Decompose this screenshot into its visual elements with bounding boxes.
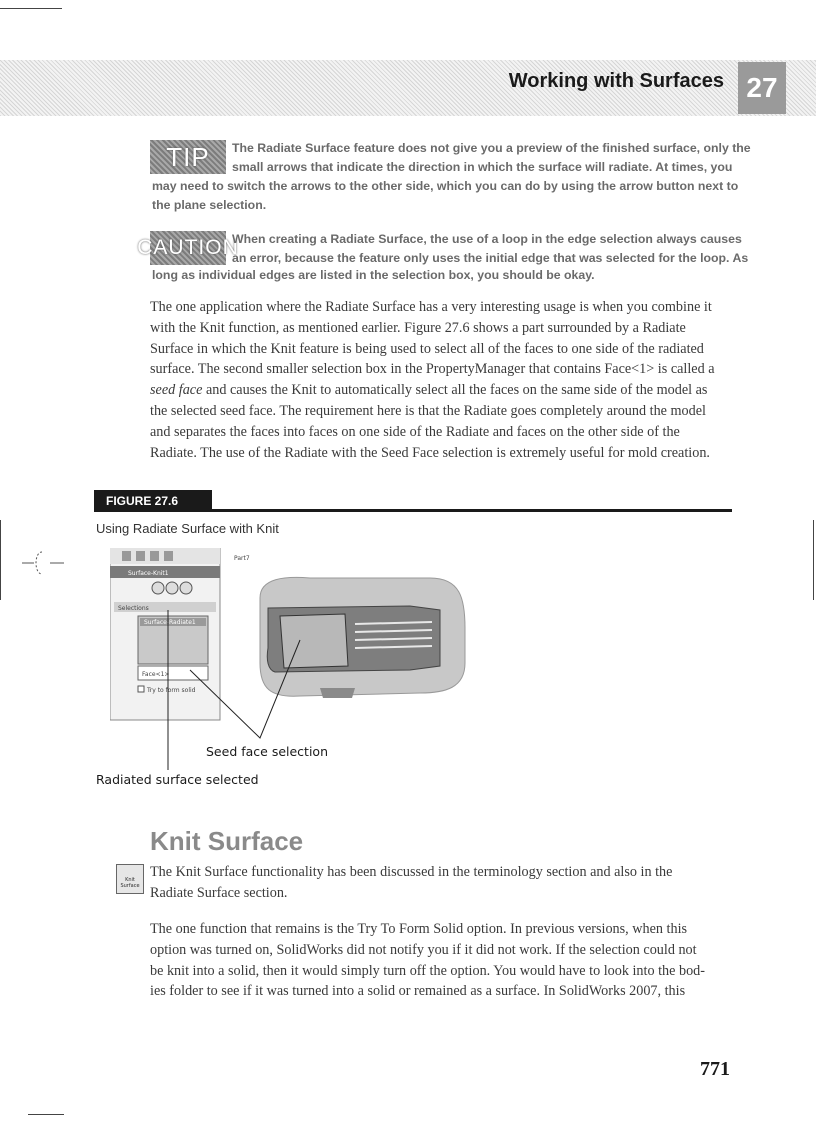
pm-toolbar-icon (136, 551, 145, 561)
caution-text-line-3: long as individual edges are listed in the selection box, you should be okay. (152, 268, 595, 282)
paragraph-line-rest: and causes the Knit to automatically select all the faces on the same side of the model as (202, 382, 708, 399)
pm-title: Surface-Knit1 (128, 570, 169, 577)
cancel-icon (166, 582, 178, 594)
paragraph-line: option was turned on, SolidWorks did not notify you if it did not work. If the selection could not (150, 941, 697, 958)
radiated-surface-callout: Radiated surface selected (96, 772, 259, 787)
knit-paragraph-1 (150, 862, 730, 904)
surface-selection-text: Surface-Radiate1 (144, 619, 196, 626)
knit-icon-label-2: Surface (120, 883, 140, 889)
paragraph-line: and separates the faces into faces on one side of the Radiate and faces on the other side of the (150, 423, 680, 440)
chapter-number-tab: 27 (738, 62, 786, 114)
pm-toolbar-icon (164, 551, 173, 561)
page-number: 771 (700, 1058, 730, 1080)
section-heading-knit-surface: Knit Surface (150, 826, 304, 856)
paragraph-line: with the Knit function, as mentioned earlier. Figure 27.6 shows a part surrounded by a Radiate (150, 319, 686, 336)
seed-face-callout: Seed face selection (206, 744, 329, 759)
figure-rule (212, 509, 732, 512)
paragraph-line: Radiate. The use of the Radiate with the Seed Face selection is extremely useful for mold creation. (150, 444, 710, 461)
paragraph-line: surface. The second smaller selection box in the PropertyManager that contains Face<1> is called a (150, 361, 715, 378)
paragraph-line: The Knit Surface functionality has been discussed in the terminology section and also in the (150, 864, 673, 880)
caution-text-line-1: When creating a Radiate Surface, the use of a loop in the edge selection always causes (232, 232, 742, 246)
paragraph-line: the selected seed face. The requirement here is that the Radiate goes completely around the model (150, 402, 706, 419)
caution-text-line-2: an error, because the feature only uses the initial edge that was selected for the loop. As (232, 251, 749, 265)
paragraph-line (150, 380, 730, 401)
crop-mark-right (813, 520, 814, 600)
try-form-solid-checkbox (138, 686, 144, 692)
crop-mark-top (0, 8, 62, 9)
tip-text-line-2: small arrows that indicate the direction in which the surface will radiate. At times, you (232, 160, 733, 174)
figure-label: FIGURE 27.6 (94, 490, 212, 512)
help-icon (180, 582, 192, 594)
figure-caption: Using Radiate Surface with Knit (96, 521, 279, 536)
part-base (320, 688, 355, 698)
paragraph-line: Surface in which the Knit feature is being used to select all of the faces to one side of the radiated (150, 340, 704, 357)
seed-face-leader (190, 640, 300, 738)
pm-section-label: Selections (118, 605, 149, 612)
try-form-solid-label: Try to form solid (147, 687, 196, 694)
pm-toolbar-icon (150, 551, 159, 561)
feature-tree-label: Part7 (234, 555, 250, 562)
ok-icon (152, 582, 164, 594)
pm-toolbar-icon (122, 551, 131, 561)
crop-mark-left (0, 520, 1, 600)
knit-icon-label-1: Knit (125, 877, 135, 883)
paragraph-line: The one function that remains is the Try To Form Solid option. In previous versions, when this (150, 921, 688, 937)
registration-mark (20, 548, 70, 578)
seed-face-text: Face<1> (142, 671, 170, 678)
body-paragraph-radiate (150, 297, 730, 463)
tip-badge: TIP (150, 140, 226, 174)
tip-text-line-3: may need to switch the arrows to the other side, which you can do by using the arrow button next to (152, 179, 739, 193)
knit-surface-icon (116, 864, 144, 894)
knit-paragraph-2 (150, 919, 730, 1002)
figure-header (94, 490, 732, 512)
tip-text-line-1: The Radiate Surface feature does not give you a preview of the finished surface, only the (232, 141, 751, 155)
paragraph-line: be knit into a solid, then it would simply turn off the option. You would have to look into the bod- (150, 962, 705, 979)
running-header-title: Working with Surfaces (508, 70, 724, 92)
paragraph-line: The one application where the Radiate Surface has a very interesting usage is when you combine it (150, 299, 712, 315)
tip-text-line-4: the plane selection. (152, 198, 267, 212)
paragraph-line: Radiate Surface section. (150, 884, 288, 901)
crop-mark-bottom (28, 1114, 64, 1115)
caution-badge: CAUTION (150, 231, 226, 265)
paragraph-line: ies folder to see if it was turned into a solid or remained as a surface. In SolidWorks 2007, this (150, 983, 686, 1000)
seed-face-term: seed face (150, 382, 203, 399)
